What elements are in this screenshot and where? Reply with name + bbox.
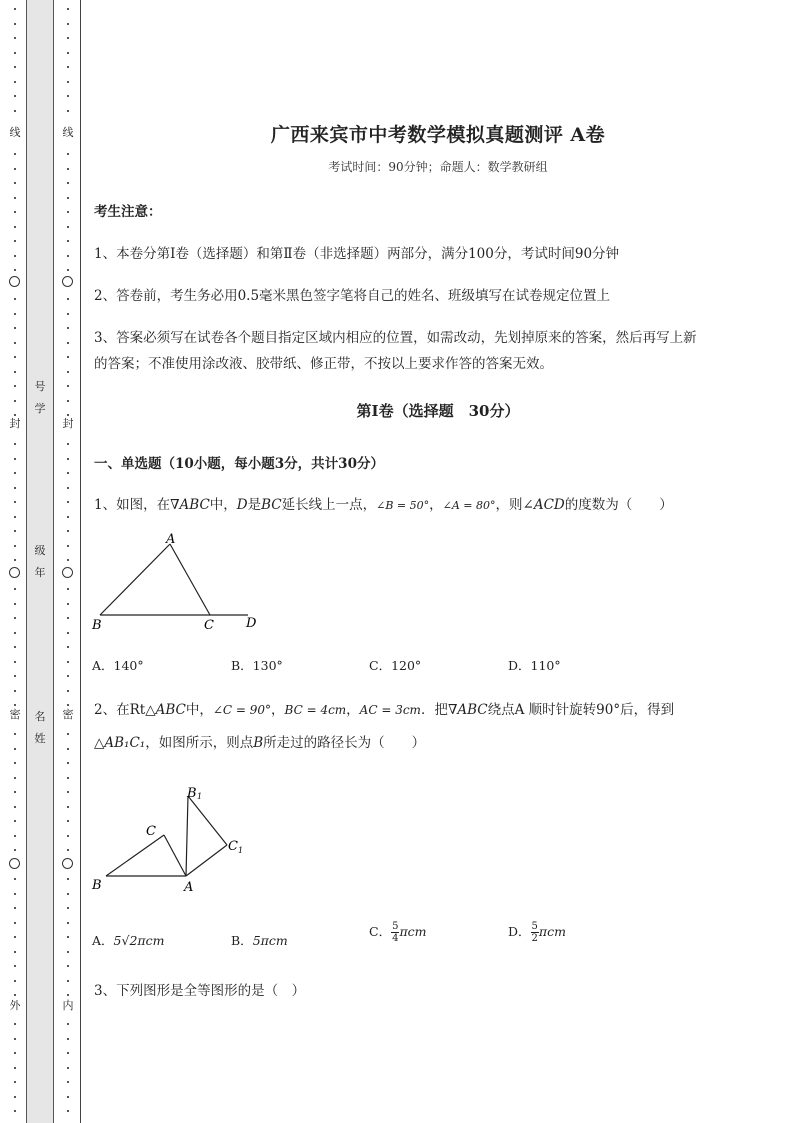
- binding-dot: [67, 675, 69, 677]
- binding-dot: [67, 211, 69, 213]
- binding-dot: [14, 849, 16, 851]
- binding-dot: [14, 52, 16, 54]
- binding-dot: [14, 617, 16, 619]
- binding-dot: [67, 8, 69, 10]
- binding-dot: [14, 936, 16, 938]
- binding-dot: [67, 371, 69, 373]
- binding-dot: [67, 110, 69, 112]
- binding-dot: [67, 907, 69, 909]
- binding-dot: [14, 255, 16, 257]
- binding-dot: [14, 269, 16, 271]
- binding-dot: [14, 211, 16, 213]
- binding-edge-line: [80, 0, 81, 1123]
- notice-item-3-cont: 的答案；不准使用涂改液、胶带纸、修正带，不按以上要求作答的答案无效。: [94, 356, 553, 372]
- binding-dot: [14, 559, 16, 561]
- page-title: 广西来宾市中考数学模拟真题测评 A卷: [270, 124, 606, 146]
- binding-dot: [14, 1081, 16, 1083]
- binding-dot: [67, 849, 69, 851]
- binding-char: 内: [58, 1000, 78, 1012]
- binding-dot: [67, 951, 69, 953]
- binding-dot: [67, 356, 69, 358]
- binding-dot: [14, 182, 16, 184]
- binding-dot: [14, 501, 16, 503]
- binding-char: 密: [5, 709, 25, 721]
- question-1-option-b[interactable]: B．130°: [231, 658, 283, 673]
- binding-dot: [14, 646, 16, 648]
- line-bc: [106, 835, 164, 876]
- binding-dot: [67, 472, 69, 474]
- binding-dot: [67, 1110, 69, 1112]
- binding-dot: [67, 400, 69, 402]
- name-label: 名姓: [34, 710, 46, 745]
- binding-dot: [67, 37, 69, 39]
- binding-dot: [67, 806, 69, 808]
- binding-dot: [14, 400, 16, 402]
- binding-dot: [67, 545, 69, 547]
- notice-item-3: 3、答案必须写在试卷各个题目指定区域内相应的位置，如需改动，先划掉原来的答案，然后再写上新: [94, 330, 697, 346]
- binding-dot: [67, 1038, 69, 1040]
- binding-dot: [67, 52, 69, 54]
- binding-dot: [67, 1096, 69, 1098]
- binding-dot: [14, 516, 16, 518]
- binding-dot: [14, 951, 16, 953]
- binding-dot: [67, 603, 69, 605]
- binding-dot: [14, 980, 16, 982]
- binding-dot: [14, 458, 16, 460]
- question-3-text: 3、下列图形是全等图形的是（ ）: [94, 983, 306, 999]
- binding-char: 封: [5, 418, 25, 430]
- fraction-5-2: $\frac{5}{2}$: [531, 921, 538, 944]
- binding-dot: [14, 342, 16, 344]
- binding-dot: [14, 66, 16, 68]
- binding-dot: [67, 646, 69, 648]
- binding-dot: [67, 443, 69, 445]
- part1-heading: 一、单选题（10小题，每小题3分，共计30分）: [94, 456, 384, 472]
- binding-dot: [14, 1052, 16, 1054]
- point-c1-label: C: [228, 839, 238, 854]
- binding-dot: [14, 661, 16, 663]
- question-2-text-line1: 2、在Rt△ABC中，∠C = 90°，BC = 4cm，AC = 3cm．把∇ABC绕点A 顺时针旋转90°后，得到: [94, 702, 675, 718]
- notice-item-1: 1、本卷分第I卷（选择题）和第Ⅱ卷（非选择题）两部分，满分100分，考试时间90分钟: [94, 246, 620, 262]
- binding-dot: [67, 182, 69, 184]
- point-c1-subscript: 1: [238, 846, 244, 855]
- binding-char: 封: [58, 418, 78, 430]
- binding-dot: [14, 922, 16, 924]
- notice-item-2: 2、答卷前，考生务必用0.5毫米黑色签字笔将自己的姓名、班级填写在试卷规定位置上: [94, 288, 611, 304]
- binding-dot: [67, 226, 69, 228]
- binding-dot: [14, 23, 16, 25]
- binding-dot: [14, 762, 16, 764]
- binding-dot: [67, 748, 69, 750]
- binding-char: 密: [58, 709, 78, 721]
- point-c-label: C: [146, 824, 156, 839]
- question-1-figure: [88, 528, 268, 636]
- binding-dot: [14, 1110, 16, 1112]
- binding-dot: [67, 661, 69, 663]
- binding-dot: [67, 1067, 69, 1069]
- binding-dot: [14, 443, 16, 445]
- section-title: 第I卷（选择题 30分）: [356, 402, 520, 420]
- line-ac1: [186, 845, 227, 876]
- question-2-option-c[interactable]: C． $\frac{5}{4}$ πcm: [369, 921, 427, 944]
- binding-dot: [14, 545, 16, 547]
- binding-dot: [67, 559, 69, 561]
- binding-char: 外: [5, 1000, 25, 1012]
- binding-dot: [67, 1052, 69, 1054]
- binding-dot: [67, 487, 69, 489]
- binding-dot: [14, 95, 16, 97]
- binding-margin: [0, 0, 82, 1123]
- binding-dot: [14, 371, 16, 373]
- binding-dot: [14, 8, 16, 10]
- binding-dot: [67, 414, 69, 416]
- binding-dot: [14, 675, 16, 677]
- student-number-label: 号学: [34, 380, 46, 415]
- binding-dot: [67, 733, 69, 735]
- binding-dot: [14, 994, 16, 996]
- binding-dot: [67, 385, 69, 387]
- binding-dot: [67, 878, 69, 880]
- binding-dot: [14, 37, 16, 39]
- line-ab1: [186, 796, 188, 876]
- point-a-label: A: [184, 880, 194, 895]
- binding-dot: [67, 936, 69, 938]
- point-b1-label: B: [187, 786, 197, 801]
- binding-dot: [14, 806, 16, 808]
- binding-dot: [14, 777, 16, 779]
- binding-char: 线: [5, 127, 25, 139]
- binding-dot: [67, 197, 69, 199]
- fraction-5-4: $\frac{5}{4}$: [392, 921, 399, 944]
- binding-dot: [67, 240, 69, 242]
- binding-dotted-column-right: [58, 0, 78, 1123]
- binding-dot: [67, 327, 69, 329]
- binding-dot: [67, 298, 69, 300]
- binding-dot: [14, 472, 16, 474]
- binding-dot: [67, 516, 69, 518]
- question-2-text-line2: △AB₁C₁，如图所示，则点B所走过的路径长为（ ）: [94, 735, 426, 751]
- binding-dot: [67, 458, 69, 460]
- binding-dot: [14, 110, 16, 112]
- binding-dot: [67, 820, 69, 822]
- binding-dot: [67, 501, 69, 503]
- binding-dot: [67, 1023, 69, 1025]
- binding-dot: [14, 414, 16, 416]
- binding-dot: [67, 704, 69, 706]
- binding-dot: [67, 95, 69, 97]
- binding-dot: [67, 342, 69, 344]
- binding-dot: [14, 356, 16, 358]
- binding-dot: [67, 255, 69, 257]
- question-2-option-d[interactable]: D． $\frac{5}{2}$ πcm: [508, 921, 566, 944]
- binding-dot: [67, 632, 69, 634]
- binding-dot: [67, 1081, 69, 1083]
- binding-dot: [67, 980, 69, 982]
- binding-dot: [67, 835, 69, 837]
- binding-dot: [67, 153, 69, 155]
- binding-ring: [62, 567, 73, 578]
- binding-dot: [14, 791, 16, 793]
- binding-dot: [14, 704, 16, 706]
- binding-dot: [14, 226, 16, 228]
- binding-dot: [14, 603, 16, 605]
- question-1-option-a[interactable]: A．140°: [92, 658, 144, 673]
- binding-dot: [14, 327, 16, 329]
- binding-dot: [67, 922, 69, 924]
- binding-dot: [14, 385, 16, 387]
- grade-label: 级年: [34, 544, 46, 579]
- binding-char: 线: [58, 127, 78, 139]
- binding-dot: [14, 820, 16, 822]
- binding-dot: [14, 530, 16, 532]
- binding-dot: [14, 748, 16, 750]
- binding-dot: [14, 733, 16, 735]
- binding-dot: [14, 893, 16, 895]
- binding-dot: [14, 168, 16, 170]
- binding-dot: [67, 617, 69, 619]
- binding-dot: [14, 1023, 16, 1025]
- binding-dot: [14, 907, 16, 909]
- binding-dot: [14, 81, 16, 83]
- binding-dot: [67, 588, 69, 590]
- line-b1c1: [188, 796, 227, 845]
- binding-ring: [9, 276, 20, 287]
- binding-dot: [67, 269, 69, 271]
- binding-dot: [67, 791, 69, 793]
- binding-dot: [67, 168, 69, 170]
- binding-dot: [14, 197, 16, 199]
- question-2-figure: [88, 780, 258, 895]
- question-2-option-b[interactable]: B．5πcm: [231, 933, 288, 948]
- point-b-label: B: [92, 878, 102, 893]
- point-b-label: B: [92, 618, 102, 633]
- binding-dot: [14, 487, 16, 489]
- binding-dot: [67, 23, 69, 25]
- binding-dot: [67, 690, 69, 692]
- binding-ring: [62, 858, 73, 869]
- binding-dot: [67, 81, 69, 83]
- binding-dot: [14, 153, 16, 155]
- point-d-label: D: [246, 616, 257, 631]
- exam-subtitle: 考试时间：90分钟；命题人：数学教研组: [328, 160, 548, 174]
- binding-dot: [14, 878, 16, 880]
- point-b1-subscript: 1: [197, 792, 203, 801]
- binding-dot: [67, 965, 69, 967]
- question-1-text: 1、如图，在∇ABC中，D是BC延长线上一点，∠B = 50°，∠A = 80°，则∠ACD的度数为（ ）: [94, 497, 673, 513]
- point-c-label: C: [204, 618, 214, 633]
- binding-dot: [67, 313, 69, 315]
- binding-dot: [14, 313, 16, 315]
- binding-dot: [14, 690, 16, 692]
- binding-dot: [14, 1038, 16, 1040]
- binding-dot: [67, 66, 69, 68]
- binding-dot: [14, 965, 16, 967]
- line-ca: [164, 835, 186, 876]
- question-2-option-a[interactable]: A．5√2πcm: [92, 933, 165, 948]
- binding-dot: [67, 777, 69, 779]
- binding-dot: [14, 1067, 16, 1069]
- binding-ring: [9, 567, 20, 578]
- binding-dot: [14, 298, 16, 300]
- binding-ring: [9, 858, 20, 869]
- binding-dot: [14, 240, 16, 242]
- binding-dot: [14, 835, 16, 837]
- line-ac: [170, 544, 210, 615]
- binding-dot: [67, 893, 69, 895]
- line-ab: [100, 544, 170, 615]
- binding-dot: [67, 994, 69, 996]
- binding-dot: [14, 632, 16, 634]
- notice-heading: 考生注意：: [94, 204, 162, 220]
- question-1-option-c[interactable]: C．120°: [369, 658, 422, 673]
- binding-dot: [14, 588, 16, 590]
- binding-dot: [67, 762, 69, 764]
- binding-dot: [67, 530, 69, 532]
- binding-ring: [62, 276, 73, 287]
- binding-dot: [14, 1096, 16, 1098]
- question-1-option-d[interactable]: D．110°: [508, 658, 561, 673]
- binding-dotted-column-left: [5, 0, 25, 1123]
- point-a-label: A: [166, 532, 176, 547]
